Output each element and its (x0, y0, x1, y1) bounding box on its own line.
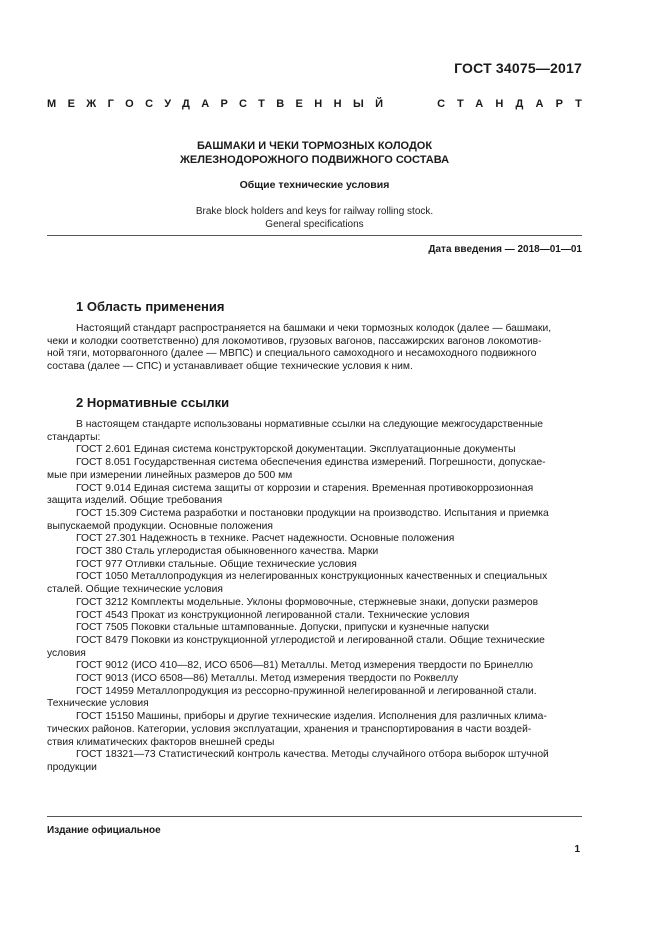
reference-line: ГОСТ 4543 Прокат из конструкционной легированной стали. Технические условия (76, 609, 470, 621)
english-title-line-1: Brake block holders and keys for railway rolling stock. (195, 206, 434, 217)
reference-line: сталей. Общие технические условия (47, 584, 224, 596)
reference-line: ГОСТ 8479 Поковки из конструкционной углеродистой и легированной стали. Общие технические (76, 634, 545, 646)
reference-line: ГОСТ 380 Сталь углеродистая обыкновенного качества. Марки (76, 546, 379, 558)
reference-line: ГОСТ 1050 Металлопродукция из нелегированных конструкционных качественных и специальных (76, 571, 548, 583)
title-line-1: БАШМАКИ И ЧЕКИ ТОРМОЗНЫХ КОЛОДОК (196, 140, 433, 152)
reference-line: ГОСТ 14959 Металлопродукция из рессорно-пружинной нелегированной и легированной стали. (76, 685, 537, 697)
reference-line: ГОСТ 2.601 Единая система конструкторской документации. Эксплуатационные документы (76, 444, 516, 456)
standard-type-word-standard: СТАНДАРТ (437, 98, 594, 110)
text-line: В настоящем стандарте использованы нормативные ссылки на следующие межгосударственные (76, 419, 543, 430)
reference-line: ГОСТ 9012 (ИСО 410—82, ИСО 6506—81) Металлы. Метод измерения твердости по Бринеллю (76, 660, 533, 672)
title-line-2: ЖЕЛЕЗНОДОРОЖНОГО ПОДВИЖНОГО СОСТАВА (179, 154, 450, 166)
section-1-paragraph (47, 323, 582, 374)
document-subtitle: Общие технические условия (239, 179, 390, 191)
english-title-line-2: General specifications (265, 219, 364, 230)
section-2-references (47, 419, 582, 775)
reference-line: мые при измерении линейных размеров до 500 мм (47, 469, 293, 481)
standard-type-banner (47, 98, 594, 110)
standard-type-word-interstate: МЕЖГОСУДАРСТВЕННЫЙ (47, 98, 395, 110)
section-1-heading: 1 Область применения (76, 299, 225, 314)
text-line: состава (далее — СПС) и устанавливает общие технические условия к ним. (47, 361, 413, 373)
reference-line: ГОСТ 18321—73 Статистический контроль качества. Методы случайного отбора выборок штучной (76, 749, 549, 761)
page-number: 1 (574, 844, 580, 855)
reference-line: ГОСТ 8.051 Государственная система обеспечения единства измерений. Погрешности, допускае- (76, 457, 546, 469)
reference-line: ГОСТ 977 Отливки стальные. Общие технические условия (76, 558, 357, 570)
bottom-divider (47, 816, 582, 817)
reference-line: ГОСТ 3212 Комплекты модельные. Уклоны формовочные, стержневые знаки, допуски размеров (76, 596, 539, 608)
reference-line: защита изделий. Общие требования (47, 495, 223, 507)
top-divider (47, 235, 582, 236)
reference-line: ГОСТ 9013 (ИСО 6508—86) Металлы. Метод измерения твердости по Роквеллу (76, 673, 459, 685)
reference-line: ГОСТ 9.014 Единая система защиты от коррозии и старения. Временная противокоррозионная (76, 482, 534, 494)
gost-number: ГОСТ 34075—2017 (454, 60, 582, 76)
reference-line: ствия климатических факторов внешней среды (47, 736, 275, 748)
official-edition-label: Издание официальное (47, 825, 161, 836)
text-line: чеки и колодки соответственно) для локомотивов, грузовых вагонов, пассажирских вагонов локомотив- (47, 335, 542, 347)
text-line: стандарты: (47, 431, 101, 443)
introduction-date: Дата введения — 2018—01—01 (428, 244, 582, 255)
reference-line: ГОСТ 7505 Поковки стальные штампованные. Допуски, припуски и кузнечные напуски (76, 622, 489, 634)
document-title (47, 139, 582, 167)
reference-line: условия (47, 647, 86, 659)
english-title (47, 205, 582, 231)
reference-line: ГОСТ 27.301 Надежность в технике. Расчет надежности. Основные положения (76, 533, 455, 545)
reference-line: выпускаемой продукции. Основные положения (47, 520, 273, 532)
reference-line: ГОСТ 15.309 Система разработки и постановки продукции на производство. Испытания и приемка (76, 507, 549, 519)
reference-line: тических районов. Категории, условия эксплуатации, хранения и транспортирования в части воздей- (47, 723, 532, 735)
reference-line: продукции (47, 761, 97, 773)
text-line: ной тяги, моторвагонного (далее — МВПС) и специального самоходного и несамоходного подвижного (47, 348, 537, 360)
reference-line: Технические условия (47, 698, 149, 710)
text-line: Настоящий стандарт распространяется на башмаки и чеки тормозных колодок (далее — башмаки, (76, 323, 552, 334)
section-2-heading: 2 Нормативные ссылки (76, 395, 230, 410)
reference-line: ГОСТ 15150 Машины, приборы и другие технические изделия. Исполнения для различных клима- (76, 711, 547, 723)
